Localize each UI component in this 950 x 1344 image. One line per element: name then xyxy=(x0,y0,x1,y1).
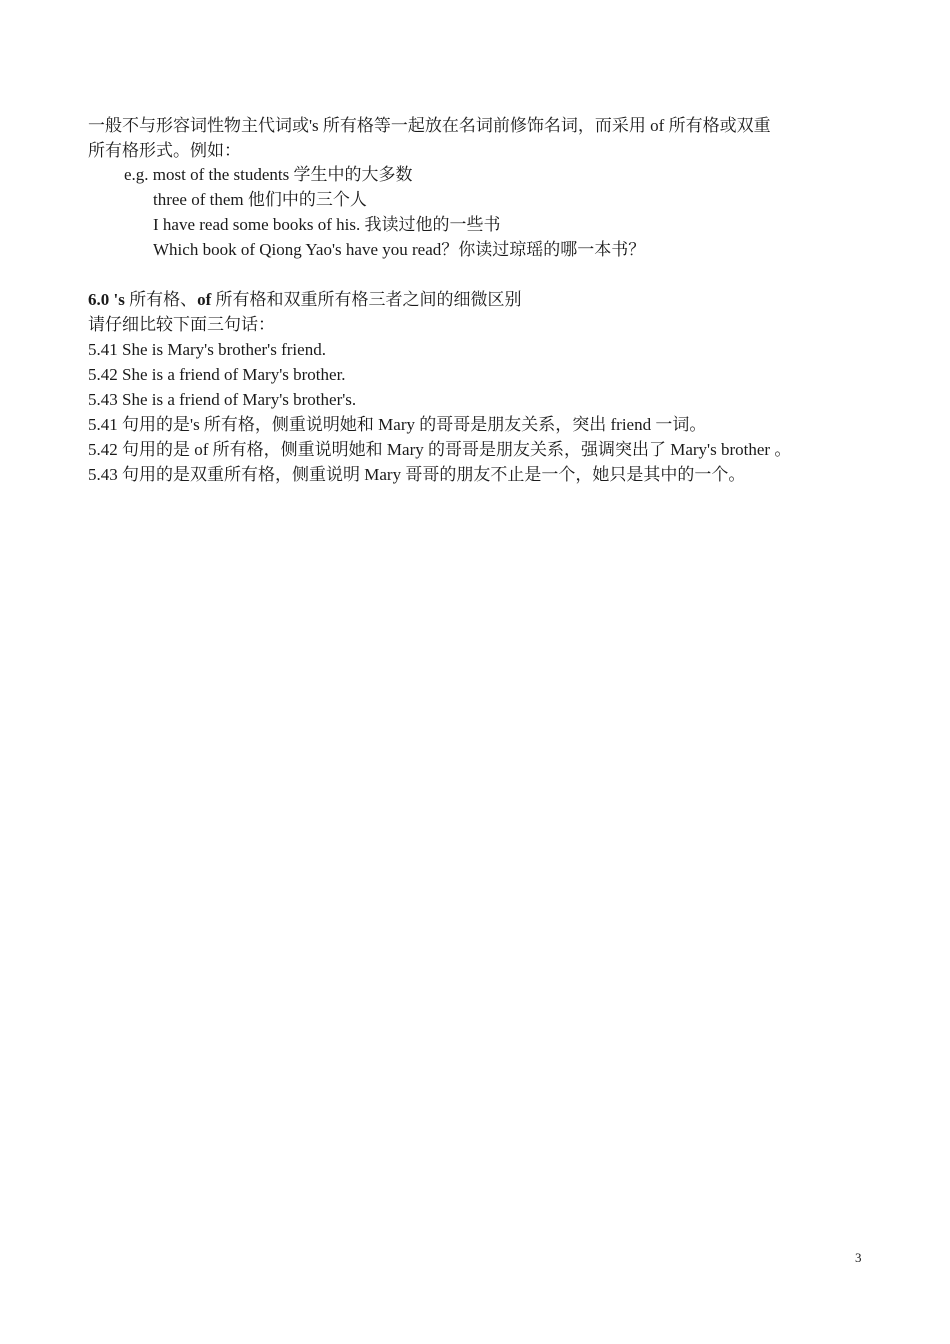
example-sentence: 5.42 She is a friend of Mary's brother. xyxy=(88,365,346,384)
explanation-note: 5.41 句用的是's 所有格，侧重说明她和 Mary 的哥哥是朋友关系，突出 friend 一词。 xyxy=(88,415,707,434)
section-instruction: 请仔细比较下面三句话： xyxy=(88,315,275,334)
intro-paragraph-line-2: 所有格形式。例如： xyxy=(88,141,241,160)
example-line: three of them 他们中的三个人 xyxy=(153,190,367,209)
example-sentence: 5.43 She is a friend of Mary's brother's. xyxy=(88,390,357,409)
example-line: I have read some books of his. 我读过他的一些书 xyxy=(153,215,501,234)
explanation-note: 5.43 句用的是双重所有格，侧重说明 Mary 哥哥的朋友不止是一个，她只是其中的一个。 xyxy=(88,465,746,484)
intro-paragraph-line-1: 一般不与形容词性物主代词或's 所有格等一起放在名词前修饰名词，而采用 of 所有格或双重 xyxy=(88,116,771,135)
section-heading-text: 所有格和双重所有格三者之间的细微区别 xyxy=(211,290,522,309)
example-sentence: 5.41 She is Mary's brother's friend. xyxy=(88,340,326,359)
explanation-note: 5.42 句用的是 of 所有格，侧重说明她和 Mary 的哥哥是朋友关系，强调突出了 Mary's brother 。 xyxy=(88,440,792,459)
example-line: Which book of Qiong Yao's have you read？你读过琼瑶的哪一本书？ xyxy=(153,240,646,259)
section-heading-of: of xyxy=(197,290,212,309)
page-number: 3 xyxy=(855,1250,862,1265)
section-heading xyxy=(88,289,522,311)
section-heading-number: 6.0 's xyxy=(88,290,125,309)
example-line: e.g. most of the students 学生中的大多数 xyxy=(124,165,413,184)
section-heading-text: 所有格、 xyxy=(124,290,198,309)
